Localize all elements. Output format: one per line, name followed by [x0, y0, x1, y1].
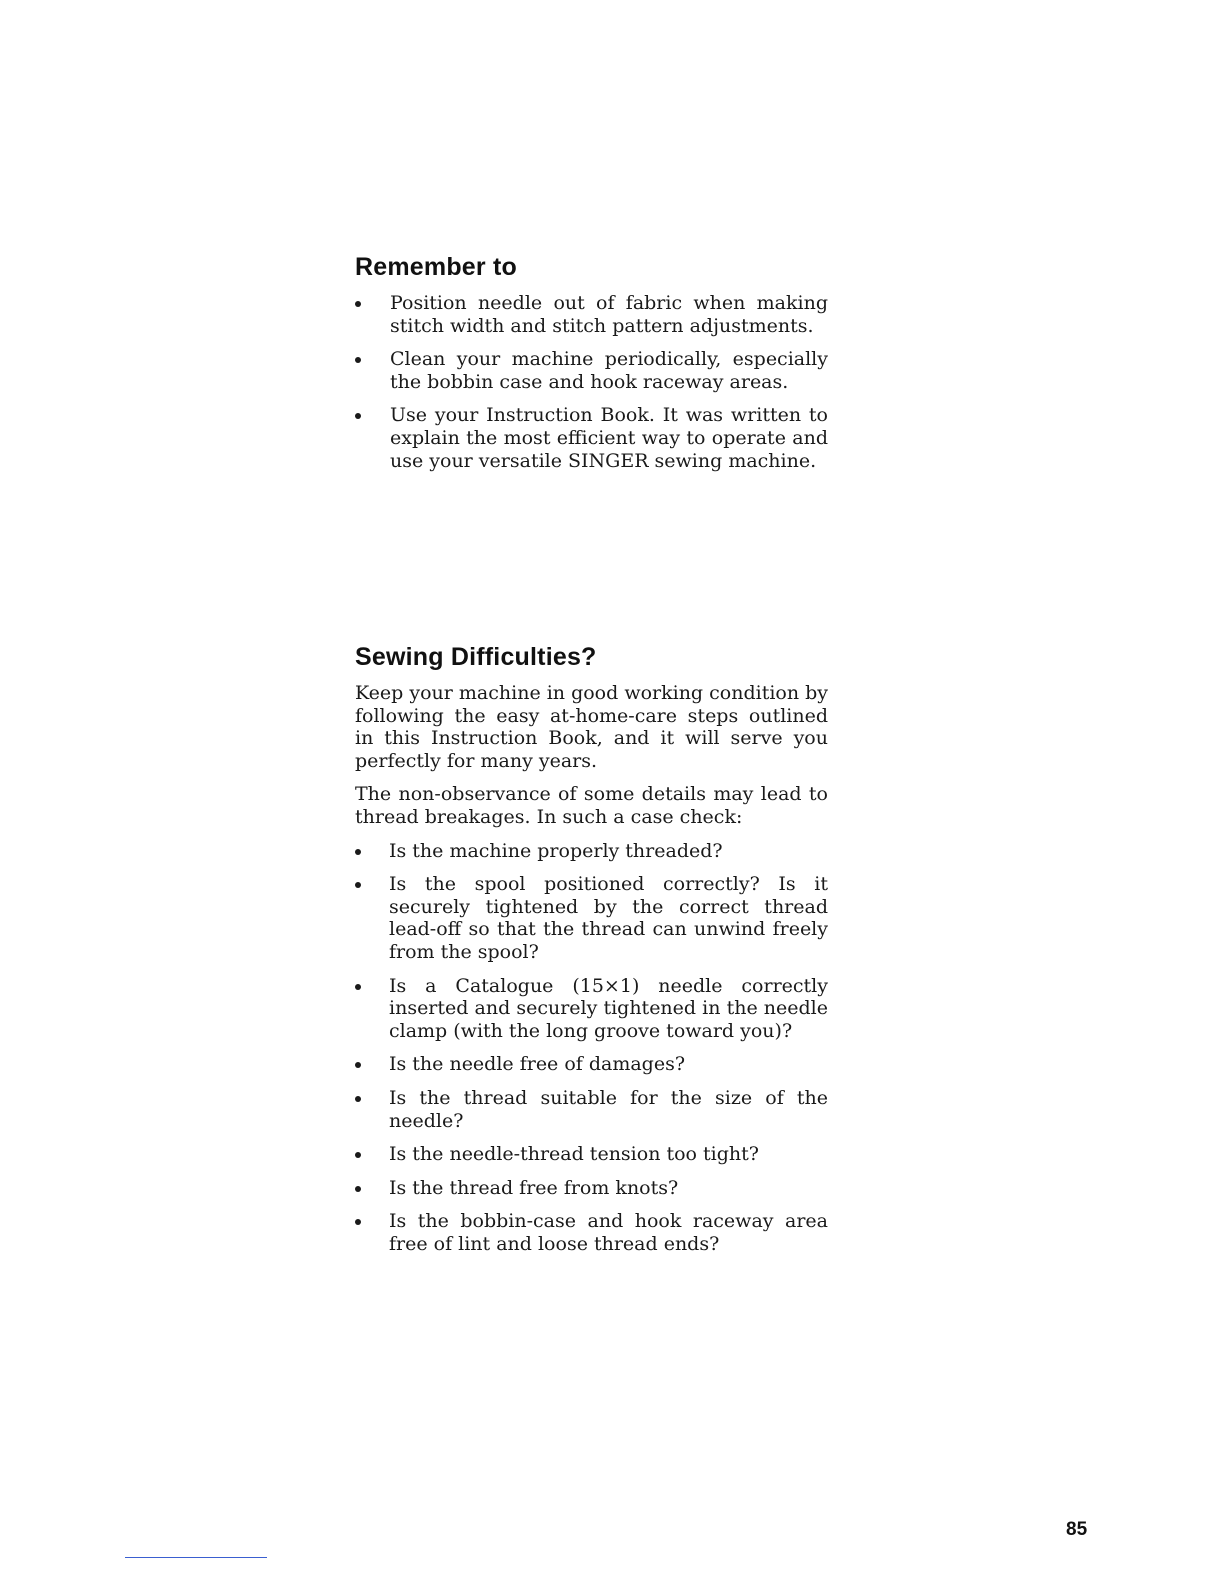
bullet-icon	[355, 1096, 361, 1102]
list-item-text: Is the thread free from knots?	[389, 1176, 679, 1199]
list-item-text: Position needle out of fabric when making stitch width and stitch pattern adjustments.	[390, 292, 828, 337]
difficulties-heading: Sewing Difficulties?	[355, 643, 597, 671]
list-item-text: Clean your machine periodically, especially the bobbin case and hook raceway areas.	[390, 348, 828, 393]
list-item	[355, 292, 828, 337]
list-item-text: Is the needle-thread tension too tight?	[389, 1143, 759, 1166]
bullet-icon	[355, 849, 361, 855]
list-item	[355, 348, 828, 393]
list-item	[355, 1177, 828, 1200]
list-item-text: Is a Catalogue (15×1) needle correctly inserted and securely tightened in the needle clamp (with the long groove toward you)?	[389, 974, 828, 1042]
remember-heading: Remember to	[355, 253, 517, 281]
bullet-icon	[355, 1219, 361, 1225]
list-item	[355, 1210, 828, 1255]
page-number: 85	[1066, 1519, 1088, 1540]
remember-list	[355, 292, 828, 472]
sewing-difficulties-section	[355, 642, 828, 1266]
checklist	[355, 840, 828, 1256]
list-item	[355, 840, 828, 863]
intro-paragraph: Keep your machine in good working condition by following the easy at-home-care steps outlined in this Instruction Book, and it will serve you perfectly for many years.	[355, 682, 829, 772]
bullet-icon	[355, 984, 361, 990]
list-item	[355, 1143, 828, 1166]
bullet-icon	[355, 882, 361, 888]
list-item-text: Is the thread suitable for the size of the needle?	[389, 1086, 828, 1132]
list-item	[355, 873, 828, 963]
list-item-text: Is the machine properly threaded?	[389, 839, 723, 862]
list-item-text: Is the bobbin-case and hook raceway area free of lint and loose thread ends?	[389, 1210, 828, 1255]
list-item	[355, 975, 828, 1043]
list-item-text: Is the spool positioned correctly? Is it securely tightened by the correct thread lead-off so that the thread can unwind freely from the spool?	[389, 873, 828, 963]
bullet-icon	[355, 301, 361, 307]
bullet-icon	[355, 357, 361, 363]
bullet-icon	[355, 1186, 361, 1192]
list-item	[355, 404, 828, 472]
bullet-icon	[355, 413, 361, 419]
list-item	[355, 1053, 828, 1076]
list-item-text: Is the needle free of damages?	[389, 1053, 686, 1076]
check-paragraph: The non-observance of some details may lead to thread breakages. In such a case check:	[355, 783, 828, 828]
remember-section	[355, 252, 828, 483]
bullet-icon	[355, 1152, 361, 1158]
list-item-text: Use your Instruction Book. It was written to explain the most efficient way to operate and use your versatile SINGER sewing machine.	[390, 404, 828, 472]
footer-rule	[125, 1557, 267, 1558]
list-item	[355, 1087, 828, 1132]
bullet-icon	[355, 1062, 361, 1068]
